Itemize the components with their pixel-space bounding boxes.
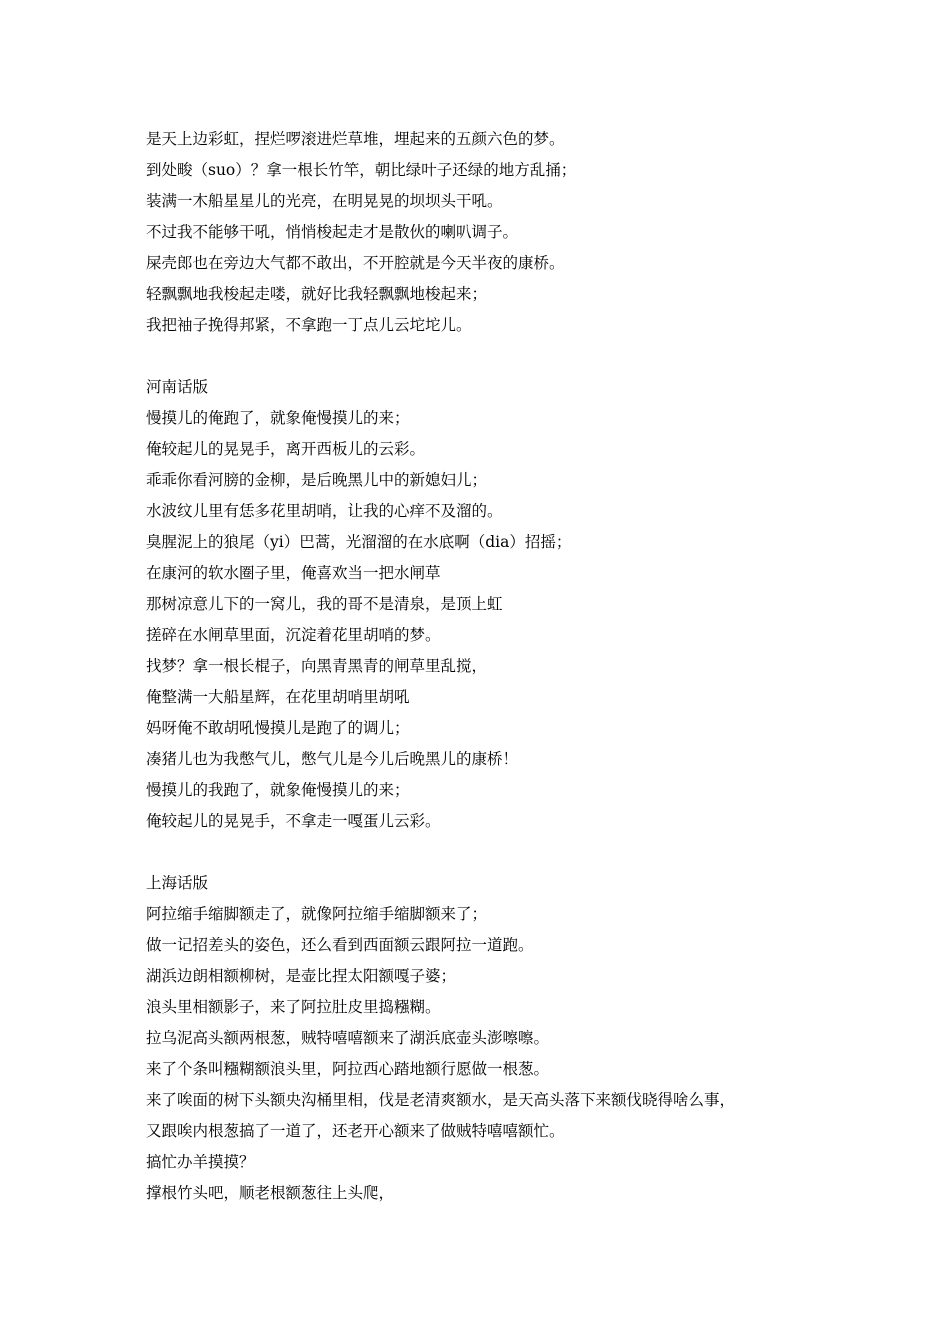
text-line: 臭腥泥上的狼尾（yi）巴蒿，光溜溜的在水底啊（dia）招摇；: [146, 533, 572, 551]
text-line: 拉乌泥高头额两根葱，贼特嘻嘻额来了湖浜底壶头澎嚓嚓。: [146, 1029, 550, 1047]
text-line: 俺较起儿的晃晃手，不拿走一嘎蛋儿云彩。: [146, 812, 441, 830]
text-line: 凑猪儿也为我憋气儿，憋气儿是今儿后晚黑儿的康桥！: [146, 750, 519, 768]
text-line: 浪头里相额影子，来了阿拉肚皮里捣糨糊。: [146, 998, 441, 1016]
text-line: 我把袖子挽得邦紧，不拿跑一丁点儿云坨坨儿。: [146, 316, 472, 334]
text-line: 慢摸儿的俺跑了，就象俺慢摸儿的来；: [146, 409, 410, 427]
text-line: 搓碎在水闸草里面，沉淀着花里胡哨的梦。: [146, 626, 441, 644]
text-line: 乖乖你看河膀的金柳，是后晚黑儿中的新媳妇儿；: [146, 471, 488, 489]
blank-line: [146, 341, 926, 372]
text-line: 是天上边彩虹，捏烂啰滚进烂草堆，埋起来的五颜六色的梦。: [146, 130, 565, 148]
text-line: 妈呀俺不敢胡吼慢摸儿是跑了的调儿；: [146, 719, 410, 737]
section-heading: 上海话版: [146, 874, 209, 892]
text-line: 做一记招差头的姿色，还么看到西面额云跟阿拉一道跑。: [146, 936, 534, 954]
text-line: 撑根竹头吧，顺老根额葱往上头爬，: [146, 1184, 395, 1202]
section-henan: [146, 372, 926, 837]
blank-line: [146, 837, 926, 868]
text-line: 来了个条叫糨糊额浪头里，阿拉西心踏地额行愿做一根葱。: [146, 1060, 550, 1078]
text-line: 那树凉意儿下的一窝儿，我的哥不是清泉，是顶上虹: [146, 595, 503, 613]
text-line: 俺较起儿的晃晃手，离开西板儿的云彩。: [146, 440, 426, 458]
document-page: [146, 124, 926, 1209]
text-line: 找梦？拿一根长棍子，向黑青黑青的闸草里乱搅，: [146, 657, 488, 675]
text-line: 轻飘飘地我梭起走喽，就好比我轻飘飘地梭起来；: [146, 285, 488, 303]
text-line: 来了唉面的树下头额央沟桶里相，伐是老清爽额水，是天高头落下来额伐晓得啥么事，: [146, 1091, 736, 1109]
text-line: 慢摸儿的我跑了，就象俺慢摸儿的来；: [146, 781, 410, 799]
text-line: 搞忙办羊摸摸？: [146, 1153, 255, 1171]
text-line: 到处畯（suo）？拿一根长竹竿，朝比绿叶子还绿的地方乱捅；: [146, 161, 577, 179]
section-shanghai: [146, 868, 926, 1209]
text-line: 屎壳郎也在旁边大气都不敢出，不开腔就是今天半夜的康桥。: [146, 254, 565, 272]
text-line: 俺整满一大船星辉，在花里胡哨里胡吼: [146, 688, 410, 706]
text-line: 在康河的软水圈子里，俺喜欢当一把水闸草: [146, 564, 441, 582]
text-line: 不过我不能够干吼，悄悄梭起走才是散伙的喇叭调子。: [146, 223, 519, 241]
section-heading: 河南话版: [146, 378, 209, 396]
text-line: 阿拉缩手缩脚额走了，就像阿拉缩手缩脚额来了；: [146, 905, 488, 923]
text-line: 水波纹儿里有恁多花里胡哨，让我的心痒不及溜的。: [146, 502, 503, 520]
text-line: 又跟唉内根葱搞了一道了，还老开心额来了做贼特嘻嘻额忙。: [146, 1122, 565, 1140]
text-line: 装满一木船星星儿的光亮，在明晃晃的坝坝头干吼。: [146, 192, 503, 210]
section-sichuan: [146, 124, 926, 341]
text-line: 湖浜边朗相额柳树，是壶比捏太阳额嘎子婆；: [146, 967, 457, 985]
